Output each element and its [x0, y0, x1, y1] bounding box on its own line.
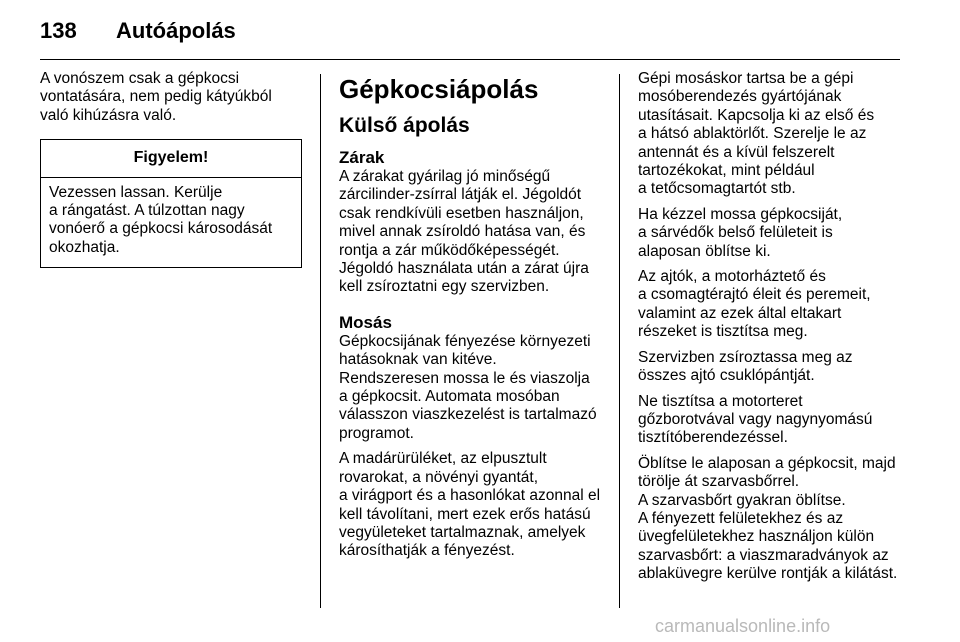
- body-paragraph: Az ajtók, a motorháztető és a csomagtérajtó éleit és peremeit, valamint az ezek által eltakart részeket is tisztítsa meg.: [638, 268, 871, 341]
- page-number: 138: [40, 18, 77, 43]
- body-paragraph: Ne tisztítsa a motorteret gőzborotvával vagy nagynyomású tisztítóberendezéssel.: [638, 392, 873, 447]
- wash-paragraph: Gépkocsijának fényezése környezeti hatásoknak van kitéve. Rendszeresen mossa le és viaszolja a gépkocsit. Automata mosóban válasszon viaszkezelést is tartalmazó programot.: [339, 332, 597, 442]
- body-paragraph: Szervizben zsíroztassa meg az összes ajtó csuklópántját.: [638, 348, 853, 385]
- column-divider: [320, 74, 321, 608]
- header-rule: [40, 59, 900, 60]
- warning-text: Vezessen lassan. Kerülje a rángatást. A túlzottan nagy vonóerő a gépkocsi károsodását okozhatja.: [49, 183, 273, 256]
- column-divider: [619, 74, 620, 608]
- body-paragraph: Öblítse le alaposan a gépkocsit, majd törölje át szarvasbőrrel. A szarvasbőrt gyakran öblítse. A fényezett felületekhez és az üvegfelületekhez használjon külön szarvasbőrt: a viaszmaradványok az ablaküvegre kerülve rontják a kilátást.: [638, 454, 898, 583]
- watermark-text: carmanualsonline.info: [655, 616, 831, 636]
- body-paragraph: Gépi mosáskor tartsa be a gépi mosóberendezés gyártójának utasításait. Kapcsolja ki az első és a hátsó ablaktörlőt. Szerelje le az antennát és a kívül felszerelt tartozékokat, mint például a tetőcsomagtartót stb.: [638, 70, 875, 198]
- section-title: Gépkocsiápolás: [339, 74, 539, 104]
- column-left: [40, 70, 302, 268]
- column-right: [638, 70, 910, 591]
- intro-paragraph: A vonószem csak a gépkocsi vontatására, nem pedig kátyúkból való kihúzásra való.: [40, 70, 272, 124]
- running-title: Autóápolás: [116, 18, 236, 43]
- subsection-title: Külső ápolás: [339, 114, 470, 137]
- body-paragraph: Ha kézzel mossa gépkocsiját, a sárvédők belső felületeit is alaposan öblítse ki.: [638, 205, 843, 260]
- locks-heading: Zárak: [339, 148, 385, 167]
- locks-paragraph: A zárakat gyárilag jó minőségű zárcilinder-zsírral látják el. Jégoldót csak rendkívüli esetben használjon, mivel annak zsíroldó hatása van, és rontja a zár működőképességét. Jégoldó használata után a zárat újra kell zsíroztatni egy szervizben.: [339, 168, 589, 296]
- wash-paragraph: A madárürüléket, az elpusztult rovarokat, a növényi gyantát, a virágport és a hasonlókat azonnal el kell távolítani, mert ezek erős hatású vegyületeket tartalmaznak, amelyek károsíthatják a fényezést.: [339, 450, 601, 560]
- wash-heading: Mosás: [339, 312, 392, 332]
- column-middle: [339, 70, 607, 568]
- warning-box: [40, 139, 302, 268]
- warning-title: Figyelem!: [41, 140, 301, 177]
